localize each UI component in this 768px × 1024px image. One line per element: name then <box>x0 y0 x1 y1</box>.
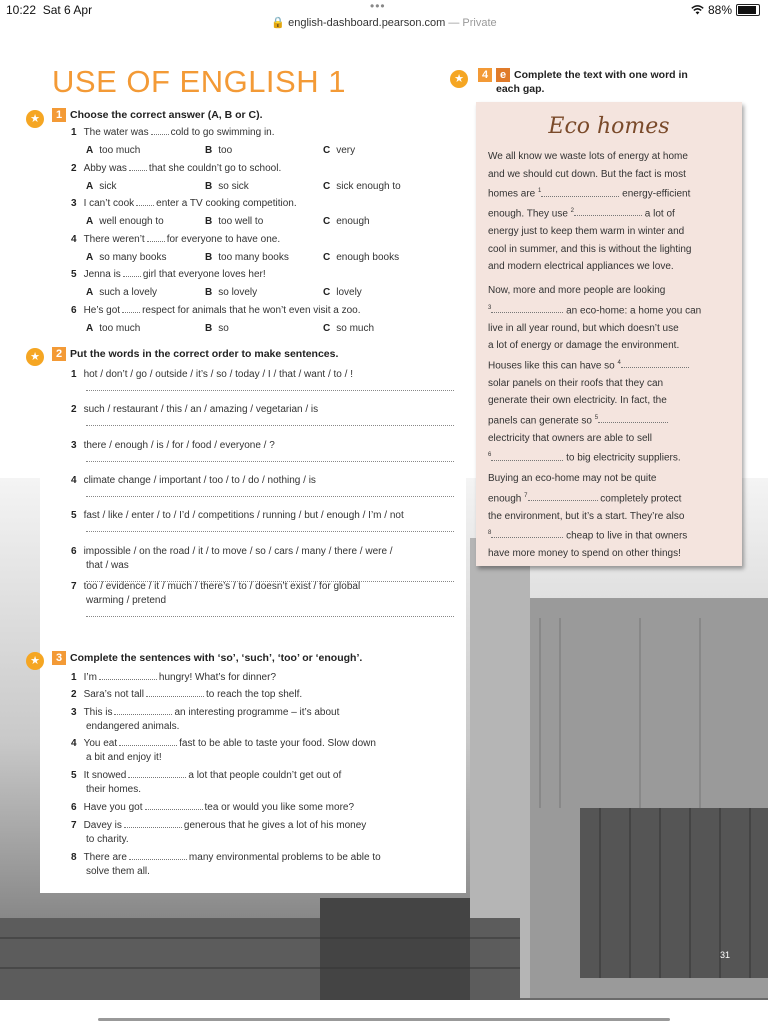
option-letter: A <box>86 216 94 227</box>
question-text: cold to go swimming in. <box>170 127 275 138</box>
question-text: impossible / on the road / it / to move / so / cars / many / there / were / <box>83 545 393 557</box>
question-text: that she couldn’t go to school. <box>148 162 282 174</box>
status-time: 10:22 Sat 6 Apr <box>6 3 93 17</box>
answer-gap-input[interactable] <box>129 170 147 171</box>
question-text: He’s got <box>83 304 121 316</box>
question-text: Jenna is <box>83 269 121 280</box>
option-b[interactable] <box>205 181 249 192</box>
gap-input[interactable] <box>491 312 563 313</box>
question-text: girl that everyone loves her! <box>142 269 266 280</box>
eco-paragraph-3: Buying an eco-home may not be quite enough $^7$ completely protect the environment, but it’s a start. They’re also $^8$ cheap to live in that owners have more money to spend on other things! <box>488 473 688 560</box>
page-number: 31 <box>720 950 731 960</box>
question-text: respect for animals that he won’t even visit a zoo. <box>142 304 361 316</box>
question-text: enter a TV cooking competition. <box>156 198 297 209</box>
gap-input[interactable] <box>528 500 598 501</box>
question-text: solve them all. <box>86 866 150 877</box>
question-text: This is <box>83 707 113 718</box>
question-text-continued <box>86 595 166 606</box>
question-text: Sara’s not tall <box>83 689 144 700</box>
option-letter: C <box>323 287 331 298</box>
answer-gap-input[interactable] <box>124 827 182 828</box>
question-number: 1 <box>71 672 77 683</box>
option-a[interactable] <box>86 181 116 192</box>
question-text: to reach the top shelf. <box>205 689 303 700</box>
star-icon: ★ <box>26 652 44 670</box>
option-letter: B <box>205 216 213 227</box>
question-item <box>71 581 360 592</box>
question-text: tea or would you like some more? <box>204 802 355 813</box>
question-item <box>71 404 318 415</box>
option-c[interactable] <box>323 252 399 263</box>
question-text: a bit and enjoy it! <box>86 752 162 763</box>
option-text: too much <box>99 145 141 156</box>
question-item <box>71 510 404 521</box>
more-dots-icon[interactable]: ••• <box>370 0 386 13</box>
url-bar[interactable] <box>0 16 768 38</box>
answer-gap-input[interactable] <box>145 809 203 810</box>
option-text: such a lovely <box>99 287 158 298</box>
option-b[interactable] <box>205 216 263 227</box>
gap-input[interactable] <box>491 460 563 461</box>
answer-line-input[interactable] <box>86 616 454 617</box>
eco-paragraph-2: Now, more and more people are looking $^3$ an eco-home: a home you can live in all year round, but which doesn’t use a lot of energy or damage the environment. Houses like this can have so $^4$ solar panels on their roofs that they can generate their own electricity. In fact, the panels can generate so $^5$ electricity that owners are able to sell $^6$ to big electricity suppliers. <box>488 285 702 464</box>
question-item <box>71 475 316 486</box>
question-number: 1 <box>71 127 77 138</box>
option-letter: A <box>86 145 94 156</box>
option-letter: C <box>323 145 331 156</box>
question-text: Abby was <box>83 162 127 174</box>
question-text: hungry! What’s for dinner? <box>158 672 277 683</box>
question-item <box>71 738 376 749</box>
question-text: to charity. <box>86 834 129 845</box>
answer-gap-input[interactable] <box>146 696 204 697</box>
option-a[interactable] <box>86 252 167 263</box>
question-item <box>71 440 275 451</box>
question-text: generous that he gives a lot of his money <box>183 820 367 831</box>
question-item <box>71 689 302 700</box>
option-c[interactable] <box>323 323 374 334</box>
answer-gap-input[interactable] <box>114 714 172 715</box>
question-number: 2 <box>71 404 77 416</box>
option-a[interactable] <box>86 323 140 334</box>
option-b[interactable] <box>205 252 289 263</box>
question-item <box>71 852 381 863</box>
option-text: too well to <box>218 216 264 227</box>
answer-gap-input[interactable] <box>99 679 157 680</box>
option-letter: A <box>86 322 94 334</box>
option-c[interactable] <box>323 287 362 298</box>
gap-input[interactable] <box>541 196 619 197</box>
gap-input[interactable] <box>574 215 642 216</box>
question-text-continued <box>86 721 179 732</box>
option-text: so <box>218 322 229 334</box>
question-item <box>71 198 297 209</box>
option-letter: B <box>205 145 213 156</box>
question-number: 4 <box>71 474 77 486</box>
exercise-number: 1 <box>52 108 66 122</box>
question-number: 7 <box>71 820 77 831</box>
option-a[interactable] <box>86 216 164 227</box>
option-letter: B <box>205 287 213 298</box>
question-number: 3 <box>71 707 77 718</box>
option-letter: C <box>323 322 331 334</box>
exercise-instruction: Complete the text with one word in <box>514 69 688 81</box>
question-text: fast to be able to taste your food. Slow down <box>179 738 376 749</box>
question-text: endangered animals. <box>86 721 180 732</box>
option-text: enough <box>336 216 370 227</box>
option-letter: A <box>86 180 94 192</box>
question-text-continued <box>86 866 150 877</box>
question-text: that / was <box>86 559 129 571</box>
answer-line-input[interactable] <box>86 531 454 532</box>
worksheet-page <box>0 38 768 1000</box>
gap-input[interactable] <box>598 422 668 423</box>
question-text: there / enough / is / for / food / everyone / ? <box>83 439 275 451</box>
option-text: very <box>336 145 356 156</box>
question-number: 5 <box>71 269 77 280</box>
option-text: so lovely <box>218 287 258 298</box>
url-text: english-dashboard.pearson.com <box>288 17 446 29</box>
answer-gap-input[interactable] <box>128 777 186 778</box>
question-text: Have you got <box>83 802 143 813</box>
question-number: 3 <box>71 198 77 209</box>
option-letter: B <box>205 251 213 263</box>
option-b[interactable] <box>205 287 257 298</box>
exercise-number: 4 <box>478 68 492 82</box>
home-indicator[interactable] <box>98 1018 670 1021</box>
question-text: There weren’t <box>83 233 145 245</box>
star-icon: ★ <box>26 110 44 128</box>
question-item <box>71 369 353 380</box>
star-icon: ★ <box>26 348 44 366</box>
answer-gap-input[interactable] <box>122 312 140 313</box>
option-b[interactable] <box>205 145 232 156</box>
wifi-icon <box>691 5 704 15</box>
question-item <box>71 770 341 781</box>
question-number: 6 <box>71 304 77 316</box>
answer-gap-input[interactable] <box>123 276 141 277</box>
option-c[interactable] <box>323 216 370 227</box>
star-icon: ★ <box>450 70 468 88</box>
question-item <box>71 820 366 831</box>
option-b[interactable] <box>205 323 229 334</box>
option-text: so much <box>336 322 375 334</box>
page-title: USE OF ENGLISH 1 <box>52 64 346 99</box>
battery-icon <box>736 4 760 16</box>
option-text: sick <box>99 180 117 192</box>
status-right <box>691 3 760 17</box>
answer-gap-input[interactable] <box>119 745 177 746</box>
question-text: warming / pretend <box>86 594 167 606</box>
question-text: It snowed <box>83 770 127 781</box>
question-text: You eat <box>83 738 118 749</box>
question-text: for everyone to have one. <box>166 233 281 245</box>
option-a[interactable] <box>86 145 140 156</box>
answer-line-input[interactable] <box>86 390 454 391</box>
question-item <box>71 127 275 138</box>
option-text: well enough to <box>99 216 164 227</box>
question-number: 2 <box>71 162 77 174</box>
option-text: too many books <box>218 251 289 263</box>
question-text: many environmental problems to be able to <box>188 852 381 863</box>
question-number: 2 <box>71 689 77 700</box>
option-text: enough books <box>336 251 400 263</box>
question-text-continued <box>86 560 129 571</box>
answer-gap-input[interactable] <box>129 859 187 860</box>
option-c[interactable] <box>323 181 401 192</box>
answer-gap-input[interactable] <box>147 241 165 242</box>
question-number: 7 <box>71 580 77 592</box>
question-text-continued <box>86 784 141 795</box>
gap-input[interactable] <box>621 367 689 368</box>
question-text: an interesting programme – it’s about <box>174 707 340 718</box>
option-text: sick enough to <box>336 180 401 192</box>
exercise-instruction: Complete the sentences with ‘so’, ‘such’, ‘too’ or ‘enough’. <box>70 652 363 664</box>
option-text: too <box>218 145 233 156</box>
question-text: hot / don’t / go / outside / it’s / so / today / I / that / want / to / ! <box>83 369 353 380</box>
question-number: 6 <box>71 545 77 557</box>
question-text: The water was <box>83 127 149 138</box>
question-item <box>71 802 354 813</box>
answer-line-input[interactable] <box>86 461 454 462</box>
answer-line-input[interactable] <box>86 496 454 497</box>
option-text: too much <box>99 322 141 334</box>
question-item <box>71 234 280 245</box>
question-text: their homes. <box>86 784 142 795</box>
question-number: 6 <box>71 802 77 813</box>
question-number: 3 <box>71 439 77 451</box>
question-number: 1 <box>71 369 77 380</box>
answer-line-input[interactable] <box>86 425 454 426</box>
option-letter: A <box>86 287 94 298</box>
question-text: I’m <box>83 672 97 683</box>
question-number: 4 <box>71 738 77 749</box>
option-letter: B <box>205 180 213 192</box>
eco-homes-title: Eco homes <box>548 114 670 139</box>
question-text: too / evidence / it / much / there’s / to / doesn’t exist / for global <box>83 580 361 592</box>
eco-paragraph-1: We all know we waste lots of energy at home and we should cut down. But the fact is most homes are $^1$ energy-efficient enough. They use $^2$ a lot of energy just to keep them warm in winter and cool in summer, and this is without the lighting and modern electrical appliances we love. <box>488 151 692 273</box>
answer-gap-input[interactable] <box>136 205 154 206</box>
question-item <box>71 546 393 557</box>
option-letter: B <box>205 322 213 334</box>
exercise-instruction: Put the words in the correct order to make sentences. <box>70 348 339 360</box>
question-text: I can’t cook <box>83 198 135 209</box>
question-text: fast / like / enter / to / I’d / competitions / running / but / enough / I’m / not <box>83 510 404 522</box>
question-number: 5 <box>71 770 77 781</box>
option-c[interactable] <box>323 145 355 156</box>
question-text: There are <box>83 852 127 863</box>
question-text: such / restaurant / this / an / amazing / vegetarian / is <box>83 404 319 416</box>
option-text: so sick <box>218 180 249 192</box>
option-a[interactable] <box>86 287 157 298</box>
exam-icon: e <box>496 68 510 82</box>
question-text: a lot that people couldn’t get out of <box>188 770 342 781</box>
option-letter: C <box>323 180 331 192</box>
question-item <box>71 163 281 174</box>
question-text-continued <box>86 834 129 845</box>
answer-gap-input[interactable] <box>151 134 169 135</box>
question-number: 8 <box>71 852 77 863</box>
question-text: Davey is <box>83 820 122 831</box>
question-number: 5 <box>71 510 77 522</box>
eco-homes-text-box <box>476 102 742 566</box>
exercise-number: 3 <box>52 651 66 665</box>
question-text: climate change / important / too / to / do / nothing / is <box>83 474 316 486</box>
question-item <box>71 672 276 683</box>
exercise-number: 2 <box>52 347 66 361</box>
question-text-continued <box>86 752 162 763</box>
gap-input[interactable] <box>491 537 563 538</box>
question-item <box>71 269 266 280</box>
exercise-instruction-2: each gap. <box>496 83 545 95</box>
option-letter: C <box>323 251 331 263</box>
question-item <box>71 305 361 316</box>
option-text: lovely <box>336 287 362 298</box>
private-label: — Private <box>448 17 497 29</box>
question-number: 4 <box>71 233 77 245</box>
option-letter: A <box>86 251 94 263</box>
lock-icon: 🔒 <box>271 17 286 29</box>
option-letter: C <box>323 216 331 227</box>
option-text: so many books <box>99 251 167 263</box>
battery-percent: 88% <box>707 3 732 17</box>
question-item <box>71 707 339 718</box>
exercise-instruction: Choose the correct answer (A, B or C). <box>70 109 263 121</box>
